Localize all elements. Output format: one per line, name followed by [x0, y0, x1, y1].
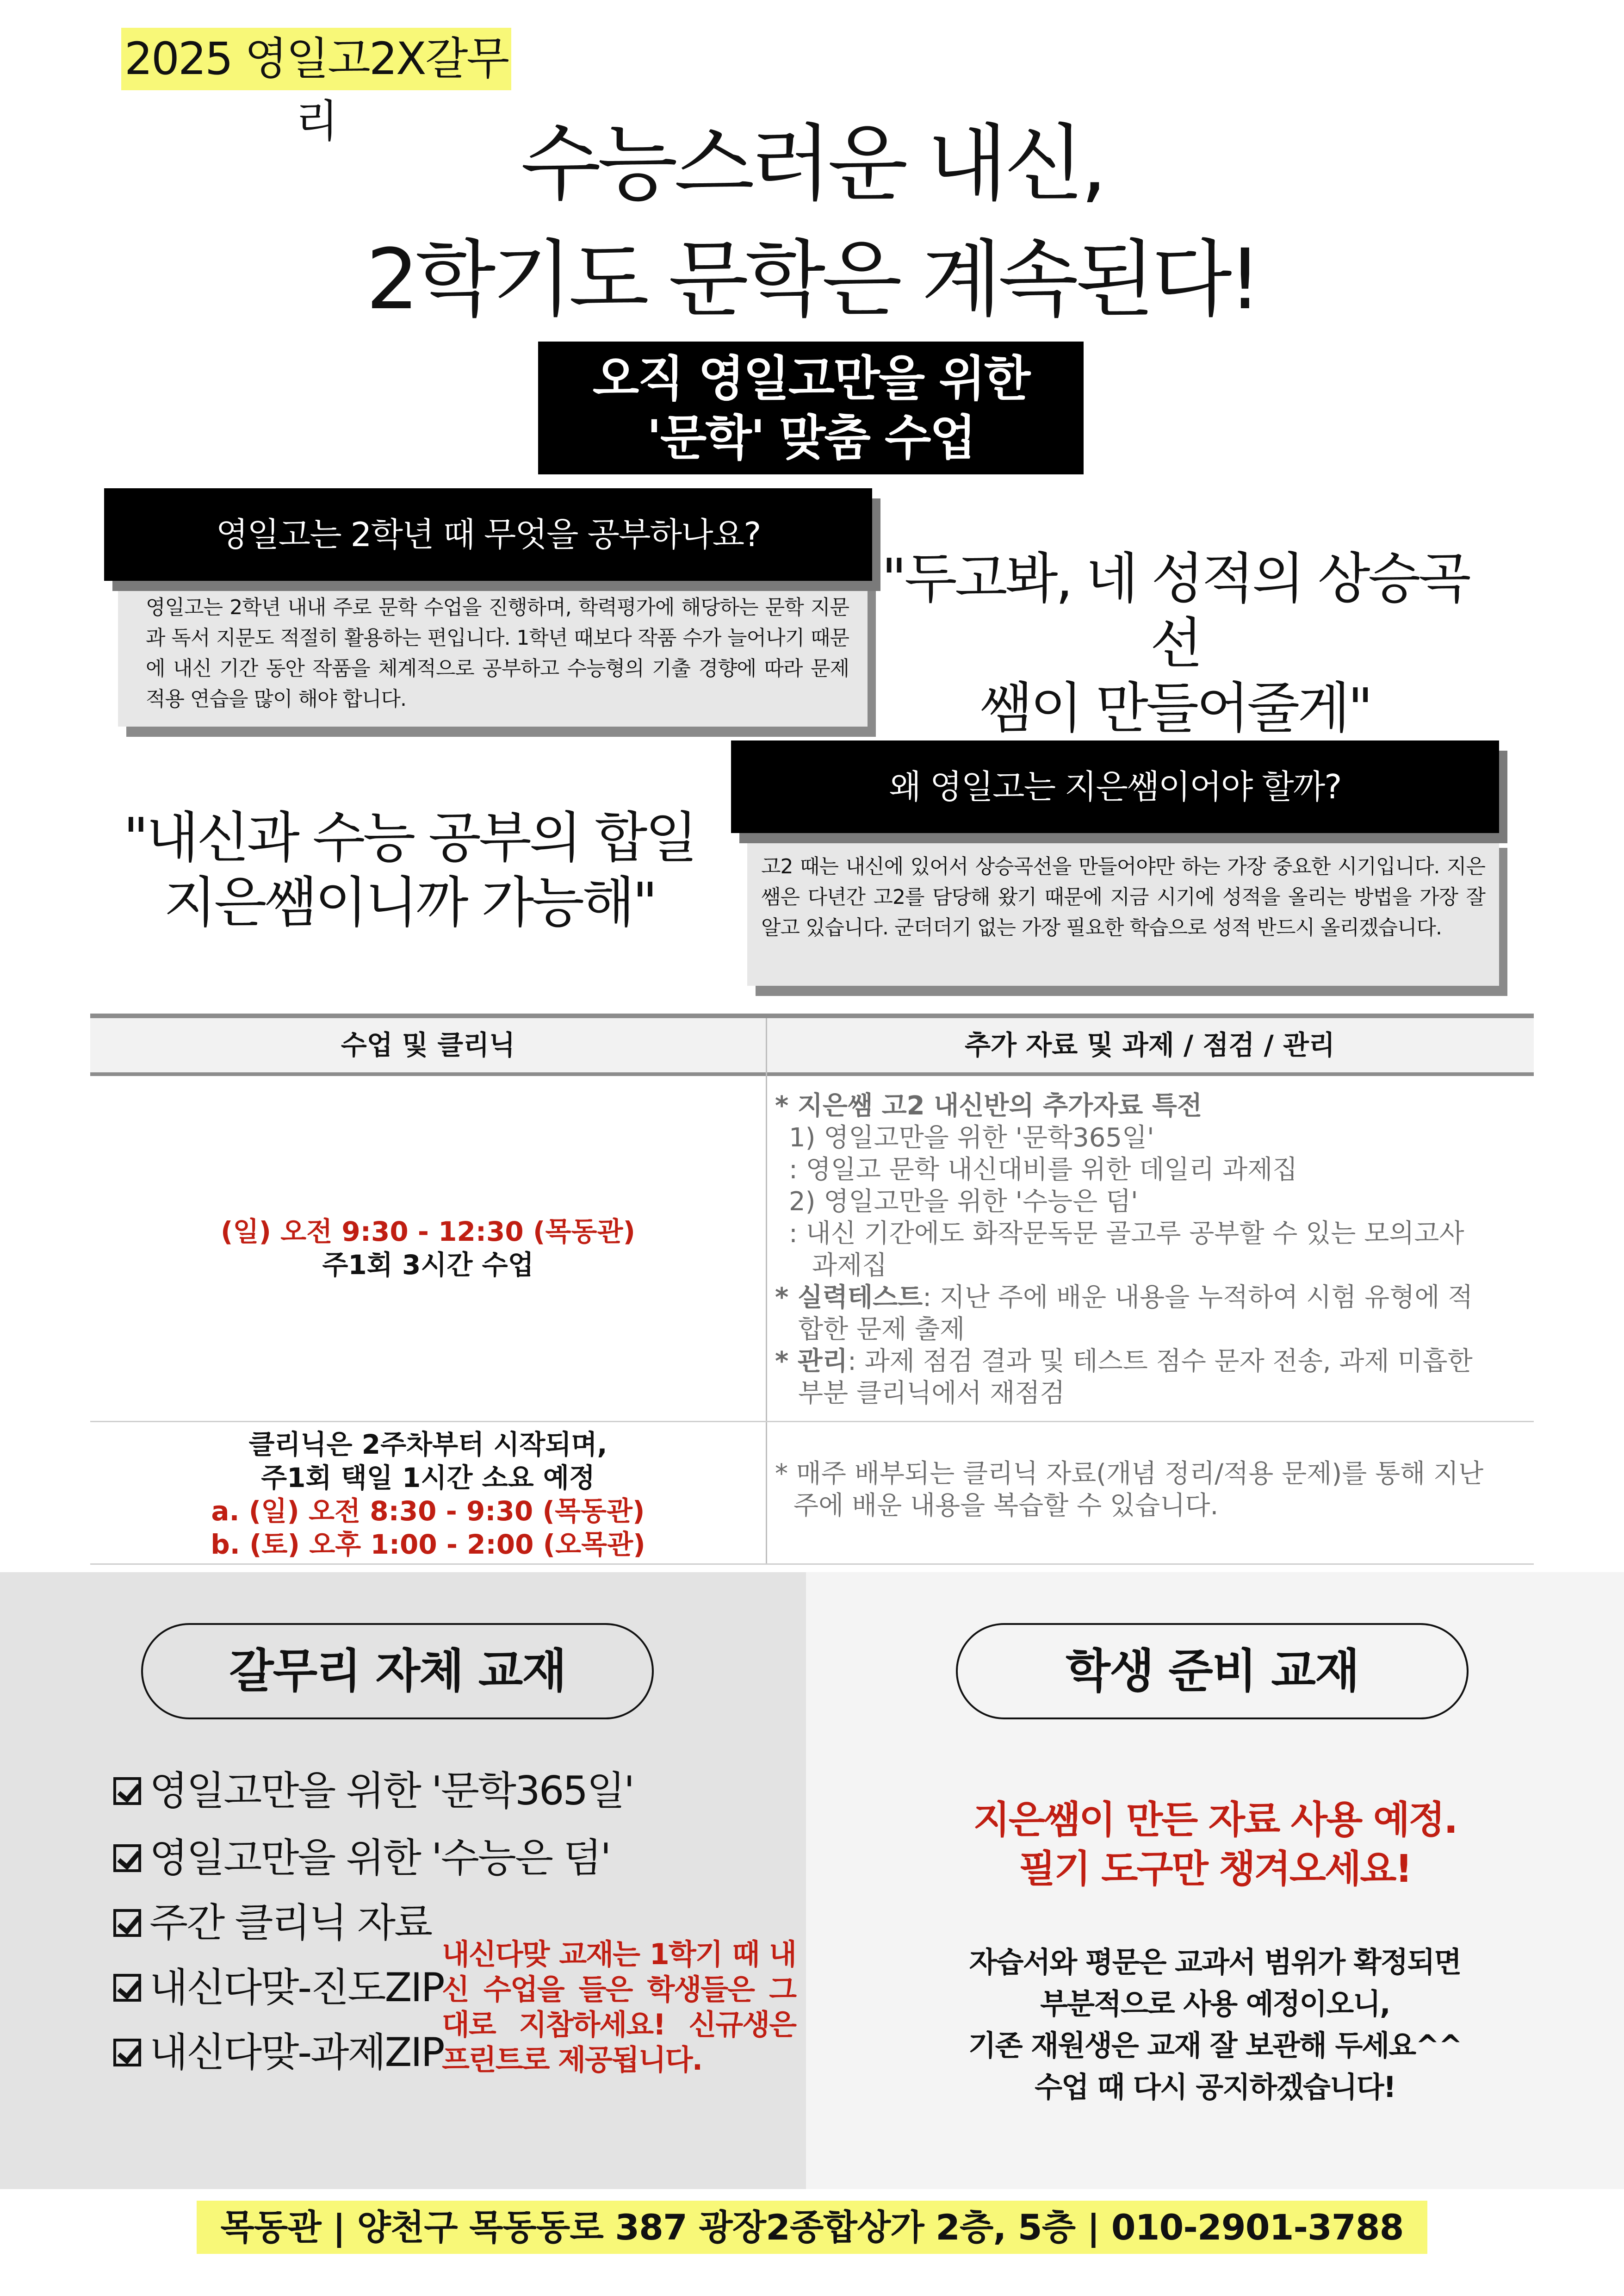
- student-textbook-note-line-2: 부분적으로 사용 예정이오니,: [1040, 1987, 1390, 2021]
- student-textbook-note-line-4: 수업 때 다시 공지하겠습니다!: [1035, 2070, 1395, 2104]
- textbook-item-4-label: 내신다맞-진도ZIP: [149, 1965, 444, 2011]
- extra-item-1: 1) 영일고만을 위한 '문학365일': [789, 1123, 1154, 1153]
- textbook-item-2: [113, 1830, 610, 1886]
- table-row-2-left: [90, 1428, 766, 1561]
- quote-1-line-2: 쌤이 만들어줄게": [979, 676, 1371, 740]
- student-textbook-highlight-line-2: 필기 도구만 챙겨오세요!: [1019, 1847, 1411, 1891]
- class-desc: 주1회 3시간 수업: [322, 1249, 534, 1281]
- table-header-right: 추가 자료 및 과제 / 점검 / 관리: [964, 1029, 1335, 1061]
- checkbox-icon: [113, 1777, 141, 1805]
- class-time: (일) 오전 9:30 - 12:30 (목동관): [220, 1216, 636, 1247]
- table-column-divider: [766, 1018, 767, 1564]
- info-box-2-body: [747, 838, 1499, 986]
- quote-2-line-1: "내신과 수능 공부의 합일: [123, 806, 696, 870]
- subtitle-banner-line-1: 오직 영일고만을 위한: [592, 350, 1029, 407]
- student-textbook-title: 학생 준비 교재: [956, 1623, 1469, 1719]
- table-row-divider: [90, 1421, 1534, 1422]
- student-textbook-highlight-line-1: 지은쌤이 만든 자료 사용 예정.: [973, 1798, 1457, 1842]
- table-row-2-right: [775, 1458, 1525, 1522]
- own-textbook-note: 내신다맞 교재는 1학기 때 내신 수업을 들은 학생들은 그대로 지참하세요! 신규생은 프린트로 제공됩니다.: [442, 1937, 796, 2077]
- extra-item-2: 2) 영일고만을 위한 '수능은 덤': [789, 1187, 1138, 1217]
- student-textbook-highlight: [806, 1796, 1624, 1894]
- own-textbook-title: 갈무리 자체 교재: [141, 1623, 654, 1719]
- skill-test-line: [775, 1282, 1525, 1313]
- footer-address: 목동관 | 양천구 목동동로 387 광장2종합상가 2층, 5층 | 010-2901-3788: [197, 2201, 1427, 2254]
- quote-2: [111, 805, 708, 935]
- clinic-line-1: 클리닉은 2주차부터 시작되며,: [248, 1429, 607, 1460]
- checkbox-icon: [113, 1909, 141, 1937]
- textbook-item-2-label: 영일고만을 위한 '수능은 덤': [149, 1835, 610, 1881]
- skill-test-text-cont: 합한 문제 출제: [798, 1314, 965, 1344]
- textbook-item-3-label: 주간 클리닉 자료: [149, 1900, 432, 1946]
- headline-line-1: 수능스러운 내신,: [521, 116, 1103, 212]
- textbook-item-4: [113, 1960, 444, 2016]
- table-bottom-rule: [90, 1563, 1534, 1565]
- table-row-1-right: [775, 1090, 1525, 1409]
- checkbox-icon: [113, 1974, 141, 2002]
- extra-materials-heading: * 지은쌤 고2 내신반의 추가자료 특전: [775, 1091, 1203, 1121]
- skill-test-text: : 지난 주에 배운 내용을 누적하여 시험 유형에 적: [923, 1282, 1473, 1313]
- textbook-item-3: [113, 1895, 431, 1951]
- subtitle-banner-line-2: '문학' 맞춤 수업: [647, 410, 975, 466]
- clinic-material-line-2: 주에 배운 내용을 복습할 수 있습니다.: [793, 1491, 1219, 1521]
- management-line: [775, 1345, 1525, 1377]
- skill-test-label: * 실력테스트: [775, 1282, 923, 1313]
- student-textbook-note-line-3: 기존 재원생은 교재 잘 보관해 두세요^^: [968, 2028, 1462, 2062]
- quote-1-line-1: "두고봐, 네 성적의 상승곡선: [881, 547, 1469, 675]
- quote-1: [870, 546, 1481, 740]
- clinic-material-line-1: * 매주 배부되는 클리닉 자료(개념 정리/적용 문제)를 통해 지난: [775, 1459, 1484, 1489]
- management-label: * 관리: [775, 1346, 848, 1376]
- extra-item-1-desc: : 영일고 문학 내신대비를 위한 데일리 과제집: [789, 1155, 1298, 1185]
- quote-2-line-2: 지은쌤이니까 가능해": [163, 871, 656, 934]
- clinic-line-2: 주1회 택일 1시간 소요 예정: [261, 1462, 595, 1493]
- clinic-option-b: b. (토) 오후 1:00 - 2:00 (오목관): [211, 1529, 645, 1560]
- management-text-cont: 부분 클리닉에서 재점검: [798, 1378, 1065, 1408]
- extra-item-2-desc: : 내신 기간에도 화작문독문 골고루 공부할 수 있는 모의고사: [789, 1219, 1464, 1249]
- student-textbook-note-line-1: 자습서와 평문은 교과서 범위가 확정되면: [969, 1945, 1461, 1979]
- clinic-option-a: a. (일) 오전 8:30 - 9:30 (목동관): [211, 1495, 645, 1527]
- info-box-2-title: 왜 영일고는 지은쌤이어야 할까?: [731, 740, 1499, 833]
- info-box-1-title: 영일고는 2학년 때 무엇을 공부하나요?: [104, 488, 872, 581]
- student-textbook-note: [806, 1941, 1624, 2108]
- top-tag: 2025 영일고2X갈무리: [121, 28, 511, 90]
- info-box-2-text: 고2 때는 내신에 있어서 상승곡선을 만들어야만 하는 가장 중요한 시기입니다. 지은쌤은 다년간 고2를 담당해 왔기 때문에 지금 시기에 성적을 올리는 방법을 가장 잘 알고 있습니다. 군더더기 없는 가장 필요한 학습으로 성적 반드시 올리겠습니다.: [761, 855, 1485, 940]
- textbook-item-1-label: 영일고만을 위한 '문학365일': [149, 1768, 633, 1814]
- table-header: [90, 1018, 1534, 1076]
- management-text: : 과제 점검 결과 및 테스트 점수 문자 전송, 과제 미흡한: [847, 1346, 1473, 1376]
- info-box-1-body: [118, 579, 868, 727]
- checkbox-icon: [113, 2039, 141, 2066]
- checkbox-icon: [113, 1844, 141, 1872]
- extra-item-2-desc-cont: 과제집: [812, 1251, 887, 1281]
- table-header-left: 수업 및 클리닉: [341, 1029, 515, 1061]
- table-row-1-left: [90, 1215, 766, 1282]
- textbook-item-5-label: 내신다맞-과제ZIP: [149, 2029, 444, 2076]
- info-box-1-text: 영일고는 2학년 내내 주로 문학 수업을 진행하며, 학력평가에 해당하는 문학 지문과 독서 지문도 적절히 활용하는 편입니다. 1학년 때보다 작품 수가 늘어나기 때문에 내신 기간 동안 작품을 체계적으로 공부하고 수능형의 기출 경향에 따라 문제 적용 연습을 많이 해야 합니다.: [146, 596, 849, 711]
- subtitle-banner: [538, 342, 1084, 474]
- table-top-rule: [90, 1014, 1534, 1018]
- textbook-item-5: [113, 2025, 444, 2080]
- headline-line-2: 2학기도 문학은 계속된다!: [366, 231, 1258, 328]
- textbook-item-1: [113, 1763, 633, 1819]
